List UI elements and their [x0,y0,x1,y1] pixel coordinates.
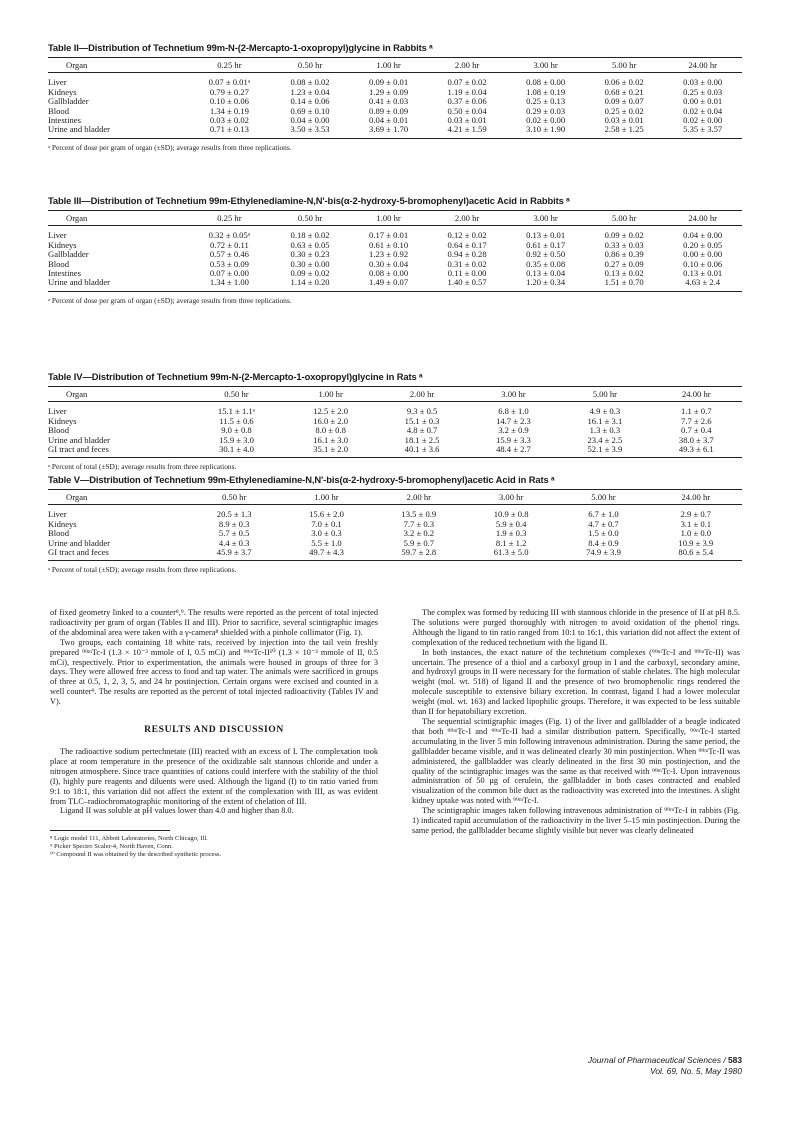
value-cell: 8.9 ± 0.3 [218,518,250,529]
column-header-time: 2.00 hr [428,211,507,226]
value-cell: 0.25 ± 0.03 [683,86,723,97]
organ-cell: Intestines [48,115,81,126]
value-cell: 0.72 ± 0.11 [210,239,249,250]
value-cell: 49.7 ± 4.3 [309,547,344,558]
value-cell: 0.10 ± 0.06 [209,96,249,107]
value-cell: 4.7 ± 0.7 [588,518,619,529]
value-cell: 5.35 ± 3.57 [683,124,723,135]
value-cell: 1.34 ± 0.19 [209,105,249,116]
value-cell: 3.1 ± 0.1 [680,518,712,529]
value-cell: 0.29 ± 0.03 [526,105,566,116]
value-cell: 0.41 ± 0.03 [369,96,409,107]
table-5 [48,474,742,574]
value-cell: 1.5 ± 0.0 [588,528,619,539]
value-cell: 1.51 ± 0.70 [604,277,644,288]
value-cell: 0.08 ± 0.02 [290,77,330,88]
table-row [48,426,742,435]
footnote: ¹⁰ Compound II was obtained by the described synthetic process. [50,850,222,858]
value-cell: 0.50 ± 0.04 [447,105,487,116]
value-cell: 9.3 ± 0.5 [406,406,438,417]
table-4 [48,371,742,471]
value-cell: 1.3 ± 0.3 [589,425,621,436]
column-header-time: 24.00 hr [663,211,742,226]
value-cell: 3.69 ± 1.70 [369,124,409,135]
organ-cell: Liver [48,230,67,241]
value-cell: 11.5 ± 0.6 [219,415,254,426]
organ-cell: Liver [48,77,67,88]
value-cell: 0.94 ± 0.28 [447,249,487,260]
column-header-time: 1.00 hr [349,58,428,73]
value-cell: 0.00 ± 0.00 [683,249,723,260]
column-header-time: 1.00 hr [280,490,372,505]
value-cell: 0.03 ± 0.01 [447,115,487,126]
value-cell: 12.5 ± 2.0 [313,406,349,417]
value-cell: 40.1 ± 3.6 [404,444,440,455]
table-row [48,125,742,137]
value-cell: 15.9 ± 3.0 [219,434,254,445]
value-cell: 16.0 ± 2.0 [313,415,349,426]
value-cell: 9.0 ± 0.8 [221,425,252,436]
organ-cell: Gallbladder [48,96,89,107]
value-cell: 0.14 ± 0.06 [290,96,330,107]
value-cell: 1.23 ± 0.92 [369,249,409,260]
column-header-time: 1.00 hr [349,211,428,226]
table-title: Table V—Distribution of Technetium 99m-Ethylenediamine-N,N'-bis(α-2-hydroxy-5-bromophenyl)acetic Acid in Rats ᵃ [48,474,555,485]
value-cell: 18.1 ± 2.5 [404,434,440,445]
value-cell: 0.63 ± 0.05 [290,239,330,250]
value-cell: 35.1 ± 2.0 [313,444,349,455]
value-cell: 16.1 ± 3.0 [313,434,349,445]
value-cell: 3.2 ± 0.2 [403,528,435,539]
value-cell: 0.25 ± 0.13 [526,96,566,107]
column-header-time: 0.50 hr [188,387,285,402]
value-cell: 0.7 ± 0.4 [681,425,712,436]
value-cell: 10.9 ± 0.8 [493,509,529,520]
body-paragraph: The complex was formed by reducing III with stannous chloride in the presence of II at pH 8.5. The solutions were purged thoroughly with nitrogen to avoid oxidation of the phenol rings. Although the ligand to tin ratio ranged from 10:1 to 16:1, this variation did not affect the extent of complexation of the reduced technetium with the ligand II. [412,608,740,647]
body-paragraph: The scintigraphic images taken following intravenous administration of ⁹⁹ᵐTc-I in rabbits (Fig. 1) indicated rapid accumulation of the radioactivity in the liver 5–15 min postinjection. During the same period, the gallbladder became slightly visible but never was clearly delineated [412,806,740,835]
table-row [48,417,742,426]
value-cell: 0.09 ± 0.02 [604,230,644,241]
left-column [50,608,378,858]
column-header-time: 3.00 hr [465,490,557,505]
value-cell: 0.69 ± 0.10 [290,105,330,116]
value-cell: 1.14 ± 0.20 [290,277,330,288]
value-cell: 1.1 ± 0.7 [681,406,712,417]
value-cell: 15.1 ± 0.3 [404,415,440,426]
organ-cell: Urine and bladder [48,277,111,288]
value-cell: 0.12 ± 0.02 [447,230,487,241]
data-table [48,386,742,457]
organ-cell: Blood [48,528,70,539]
column-header-time: 2.00 hr [376,387,467,402]
body-paragraph: of fixed geometry linked to a counter⁸,⁹. The results were reported as the percent of total injected radioactivity per gram of organ (Tables II and III). Prior to sacrifice, several scintigraphic images of the abdominal area were taken with a γ-camera⁸ shielded with a pinhole collimator (Fig. 1). [50,608,378,637]
table-footnote: ᵃ Percent of dose per gram of organ (±SD); average results from three replications. [48,138,742,152]
column-header-time: 0.25 hr [188,211,271,226]
value-cell: 0.09 ± 0.01 [369,77,409,88]
value-cell: 0.71 ± 0.13 [209,124,249,135]
organ-cell: Blood [48,105,70,116]
value-cell: 0.13 ± 0.01 [526,230,566,241]
column-header-time: 24.00 hr [663,58,742,73]
body-paragraph: In both instances, the exact nature of the technetium complexes (⁹⁹ᵐTc-I and ⁹⁹ᵐTc-II) was uncertain. The presence of a thiol and a carboxyl group in I and the carboxyl, secondary amine, and hydroxyl groups in II were necessary for the formation of stable chelates. The high molecular weight (mol. wt. 518) of ligand II and the presence of two bromophenolic rings rendered the molecule susceptible to extensive biliary excretion. In contrast, ligand I had a lower molecular weight (mol. wt. 163) and lacked lipophilic groups. Therefore, it was expected to be less suitable than II for hepatobiliary excretion. [412,647,740,717]
value-cell: 15.9 ± 3.3 [496,434,531,445]
value-cell: 4.8 ± 0.7 [406,425,438,436]
body-paragraph: The sequential scintigraphic images (Fig. 1) of the liver and gallbladder of a beagle indicated that both ⁹⁹ᵐTc-I and ⁹⁹ᵐTc-II had a similar distribution pattern. Specifically, ⁹⁹ᵐTc-I started accumulating in the liver 5 min following intravenous administration. During the same period, the gallbladder became visible, and it was delineated clearly 30 min postinjection. When ⁹⁹ᵐTc-II was administered, the gallbladder was clearly delineated in the first 30 min postinjection, and the quality of the scintigraphic images was the same as that received with ⁹⁹ᵐTc-I. Upon intravenous administration of 50 μg of cerulein, the gallbladder in both cases contracted and enabled visualization of the common bile duct as the radioactivity was excreted into the intestines. A slight kidney uptake was noted with ⁹⁹ᵐTc-I. [412,716,740,806]
table-footnote: ᵃ Percent of total (±SD); average results from three replications. [48,457,742,471]
value-cell: 0.11 ± 0.00 [447,268,487,279]
value-cell: 0.30 ± 0.00 [290,258,330,269]
value-cell: 0.06 ± 0.02 [604,77,644,88]
column-header-time: 24.00 hr [650,490,742,505]
value-cell: 1.40 ± 0.57 [447,277,487,288]
value-cell: 0.32 ± 0.05ᵃ [208,230,251,241]
value-cell: 0.13 ± 0.02 [604,268,644,279]
organ-cell: Urine and bladder [48,537,111,548]
value-cell: 0.13 ± 0.04 [526,268,566,279]
body-paragraph: Two groups, each containing 18 white rats, received by injection into the tail vein freshly prepared ⁹⁹ᵐTc-I (1.3 × 10⁻³ mmole of I, 0.5 mCi) and ⁹⁹ᵐTc-II¹⁰ (1.3 × 10⁻³ mmole of II, 0.5 mCi), respectively. Prior to experimentation, the animals were housed in groups of three for 3 days. They were allowed free access to food and tap water. The animals were sacrificed in groups of three at 0.5, 1, 2, 3, 5, and 24 hr postinjection. Certain organs were excised and counted in a well counter⁹. The results are reported as the percent of total injected radioactivity (Tables IV and V). [50,637,378,707]
value-cell: 0.37 ± 0.06 [447,96,487,107]
value-cell: 7.7 ± 2.6 [681,415,712,426]
organ-cell: Blood [48,425,70,436]
table-row [48,226,742,241]
table-row [48,278,742,290]
value-cell: 38.0 ± 3.7 [678,434,714,445]
value-cell: 0.04 ± 0.00 [683,230,723,241]
value-cell: 0.61 ± 0.17 [526,239,566,250]
value-cell: 1.08 ± 0.19 [526,86,566,97]
footnote: ⁹ Picker Spectro Scaler-4, North Haven, Conn. [50,842,173,850]
value-cell: 0.07 ± 0.01ᵃ [208,77,251,88]
column-header-time: 3.00 hr [506,211,585,226]
footnote-rule [50,830,170,831]
value-cell: 0.13 ± 0.01 [683,268,723,279]
column-header-time: 0.50 hr [271,58,350,73]
value-cell: 0.02 ± 0.00 [683,115,723,126]
value-cell: 5.9 ± 0.7 [403,537,435,548]
value-cell: 15.1 ± 1.1ᵃ [217,406,256,417]
value-cell: 59.7 ± 2.8 [401,547,437,558]
section-heading: RESULTS AND DISCUSSION [144,724,284,736]
table-title: Table II—Distribution of Technetium 99m-N-(2-Mercapto-1-oxopropyl)glycine in Rabbits ᵃ [48,42,433,53]
value-cell: 5.7 ± 0.5 [218,528,250,539]
organ-cell: Urine and bladder [48,124,111,135]
value-cell: 10.9 ± 3.9 [678,537,714,548]
value-cell: 0.64 ± 0.17 [447,239,487,250]
organ-cell: Intestines [48,268,81,279]
column-header-time: 5.00 hr [585,58,664,73]
value-cell: 0.03 ± 0.02 [209,115,249,126]
page-number: 583 [728,1055,742,1065]
column-header-organ: Organ [48,211,188,226]
body-paragraph: Ligand II was soluble at pH values lower than 4.0 and higher than 8.0. [60,806,294,816]
table-title: Table III—Distribution of Technetium 99m-Ethylenediamine-N,N'-bis(α-2-hydroxy-5-bromophenyl)acetic Acid in Rabbits ᵃ [48,195,570,206]
value-cell: 0.53 ± 0.09 [209,258,249,269]
value-cell: 0.09 ± 0.07 [604,96,644,107]
value-cell: 74.9 ± 3.9 [586,547,621,558]
value-cell: 0.57 ± 0.46 [209,249,249,260]
value-cell: 7.7 ± 0.3 [403,518,435,529]
column-header-time: 5.00 hr [557,490,649,505]
value-cell: 0.17 ± 0.01 [369,230,409,241]
value-cell: 7.0 ± 0.1 [311,518,342,529]
value-cell: 6.7 ± 1.0 [588,509,619,520]
column-header-time: 3.00 hr [468,387,559,402]
value-cell: 1.34 ± 1.00 [209,277,249,288]
value-cell: 0.86 ± 0.39 [604,249,644,260]
value-cell: 1.20 ± 0.34 [526,277,566,288]
organ-cell: Liver [48,509,67,520]
journal-footer [588,1055,742,1077]
value-cell: 0.07 ± 0.00 [209,268,249,279]
value-cell: 0.79 ± 0.27 [209,86,249,97]
column-header-organ: Organ [48,490,188,505]
value-cell: 0.33 ± 0.03 [604,239,644,250]
column-header-time: 5.00 hr [559,387,650,402]
table-row [48,548,742,560]
value-cell: 4.9 ± 0.3 [589,406,621,417]
value-cell: 0.08 ± 0.00 [369,268,409,279]
organ-cell: GI tract and feces [48,547,109,558]
journal-name: Journal of Pharmaceutical Sciences / [587,1055,726,1065]
organ-cell: Kidneys [48,239,77,250]
value-cell: 0.00 ± 0.01 [683,96,723,107]
value-cell: 3.2 ± 0.9 [498,425,529,436]
value-cell: 2.9 ± 0.7 [680,509,712,520]
value-cell: 3.0 ± 0.3 [311,528,342,539]
value-cell: 0.09 ± 0.02 [290,268,330,279]
value-cell: 0.35 ± 0.08 [526,258,566,269]
value-cell: 30.1 ± 4.0 [219,444,254,455]
table-footnote: ᵃ Percent of dose per gram of organ (±SD); average results from three replications. [48,291,742,305]
column-header-organ: Organ [48,387,188,402]
value-cell: 2.58 ± 1.25 [604,124,644,135]
value-cell: 0.30 ± 0.04 [369,258,409,269]
value-cell: 3.50 ± 3.53 [290,124,330,135]
value-cell: 13.5 ± 0.9 [401,509,437,520]
table-row [48,402,742,417]
column-header-time: 2.00 hr [428,58,507,73]
value-cell: 80.6 ± 5.4 [678,547,714,558]
journal-issue: Vol. 69, No. 5, May 1980 [650,1066,742,1076]
value-cell: 16.1 ± 3.1 [587,415,623,426]
value-cell: 0.20 ± 0.05 [683,239,723,250]
column-header-time: 24.00 hr [651,387,742,402]
value-cell: 49.3 ± 6.1 [678,444,714,455]
value-cell: 1.49 ± 0.07 [369,277,409,288]
value-cell: 0.08 ± 0.00 [526,77,566,88]
column-header-time: 1.00 hr [285,387,376,402]
value-cell: 0.61 ± 0.10 [369,239,409,250]
organ-cell: Urine and bladder [48,434,111,445]
value-cell: 1.19 ± 0.04 [447,86,487,97]
value-cell: 20.5 ± 1.3 [216,509,252,520]
table-row [48,505,742,520]
value-cell: 23.4 ± 2.5 [587,434,623,445]
table-title: Table IV—Distribution of Technetium 99m-N-(2-Mercapto-1-oxopropyl)glycine in Rats ᵃ [48,371,423,382]
table-row [48,539,742,548]
value-cell: 0.89 ± 0.09 [369,105,409,116]
value-cell: 6.8 ± 1.0 [498,406,529,417]
value-cell: 0.25 ± 0.02 [604,105,644,116]
value-cell: 45.9 ± 3.7 [216,547,252,558]
organ-cell: GI tract and feces [48,444,109,455]
right-column [412,608,740,836]
value-cell: 1.0 ± 0.0 [680,528,712,539]
table-row [48,445,742,457]
body-paragraph: The radioactive sodium pertechnetate (III) reacted with an excess of I. The complexation took place at room temperature in the presence of the oxidizable salt stannous chloride and under a nitrogen atmosphere. Since trace quantities of cations could interfere with the stability of the thiol (I), highly pure reagents and diluents were used. Although the ligand (I) to tin ratio varied from 9:1 to 18:1, this variation did not affect the extent of the complexation with III, as was evident from TLC–radiochromatographic monitoring of the extent of chelation of III. [50,746,378,806]
value-cell: 0.92 ± 0.50 [526,249,566,260]
value-cell: 3.10 ± 1.90 [526,124,566,135]
table-row [48,436,742,445]
table-3 [48,195,742,305]
value-cell: 0.31 ± 0.02 [447,258,487,269]
column-header-time: 3.00 hr [506,58,585,73]
value-cell: 0.03 ± 0.01 [604,115,644,126]
value-cell: 0.04 ± 0.00 [290,115,330,126]
organ-cell: Kidneys [48,86,77,97]
column-header-time: 5.00 hr [585,211,664,226]
table-row [48,520,742,529]
column-header-time: 0.25 hr [188,58,271,73]
value-cell: 1.23 ± 0.04 [290,86,330,97]
value-cell: 8.4 ± 0.9 [588,537,619,548]
value-cell: 0.03 ± 0.00 [683,77,723,88]
value-cell: 0.04 ± 0.01 [369,115,409,126]
organ-cell: Kidneys [48,415,77,426]
value-cell: 0.18 ± 0.02 [290,230,330,241]
organ-cell: Blood [48,258,70,269]
value-cell: 5.9 ± 0.4 [495,518,527,529]
column-header-organ: Organ [48,58,188,73]
table-row [48,529,742,538]
value-cell: 15.6 ± 2.0 [309,509,344,520]
value-cell: 0.02 ± 0.00 [526,115,566,126]
data-table [48,210,742,291]
table-footnote: ᵃ Percent of total (±SD); average results from three replications. [48,560,742,574]
value-cell: 52.1 ± 3.9 [587,444,623,455]
value-cell: 1.9 ± 0.3 [495,528,527,539]
column-header-time: 0.50 hr [271,211,350,226]
value-cell: 48.4 ± 2.7 [496,444,531,455]
column-header-time: 2.00 hr [373,490,465,505]
value-cell: 14.7 ± 2.3 [496,415,531,426]
organ-cell: Liver [48,406,67,417]
organ-cell: Gallbladder [48,249,89,260]
value-cell: 0.07 ± 0.02 [447,77,487,88]
organ-cell: Kidneys [48,518,77,529]
value-cell: 1.29 ± 0.09 [369,86,409,97]
data-table [48,57,742,138]
data-table [48,489,742,560]
value-cell: 8.0 ± 0.8 [315,425,346,436]
column-header-time: 0.50 hr [188,490,280,505]
footnote: ⁸ Logic model 111, Abbott Laboratories, North Chicago, Ill. [50,835,208,843]
value-cell: 8.1 ± 1.2 [495,537,527,548]
value-cell: 4.21 ± 1.59 [447,124,487,135]
value-cell: 0.27 ± 0.09 [604,258,644,269]
table-row [48,73,742,88]
value-cell: 0.30 ± 0.23 [290,249,330,260]
value-cell: 0.10 ± 0.06 [683,258,723,269]
value-cell: 0.02 ± 0.04 [683,105,723,116]
value-cell: 0.68 ± 0.21 [604,86,644,97]
value-cell: 61.3 ± 5.0 [493,547,529,558]
value-cell: 4.4 ± 0.3 [218,537,250,548]
value-cell: 5.5 ± 1.0 [311,537,342,548]
value-cell: 4.63 ± 2.4 [685,277,721,288]
table-2 [48,42,742,152]
